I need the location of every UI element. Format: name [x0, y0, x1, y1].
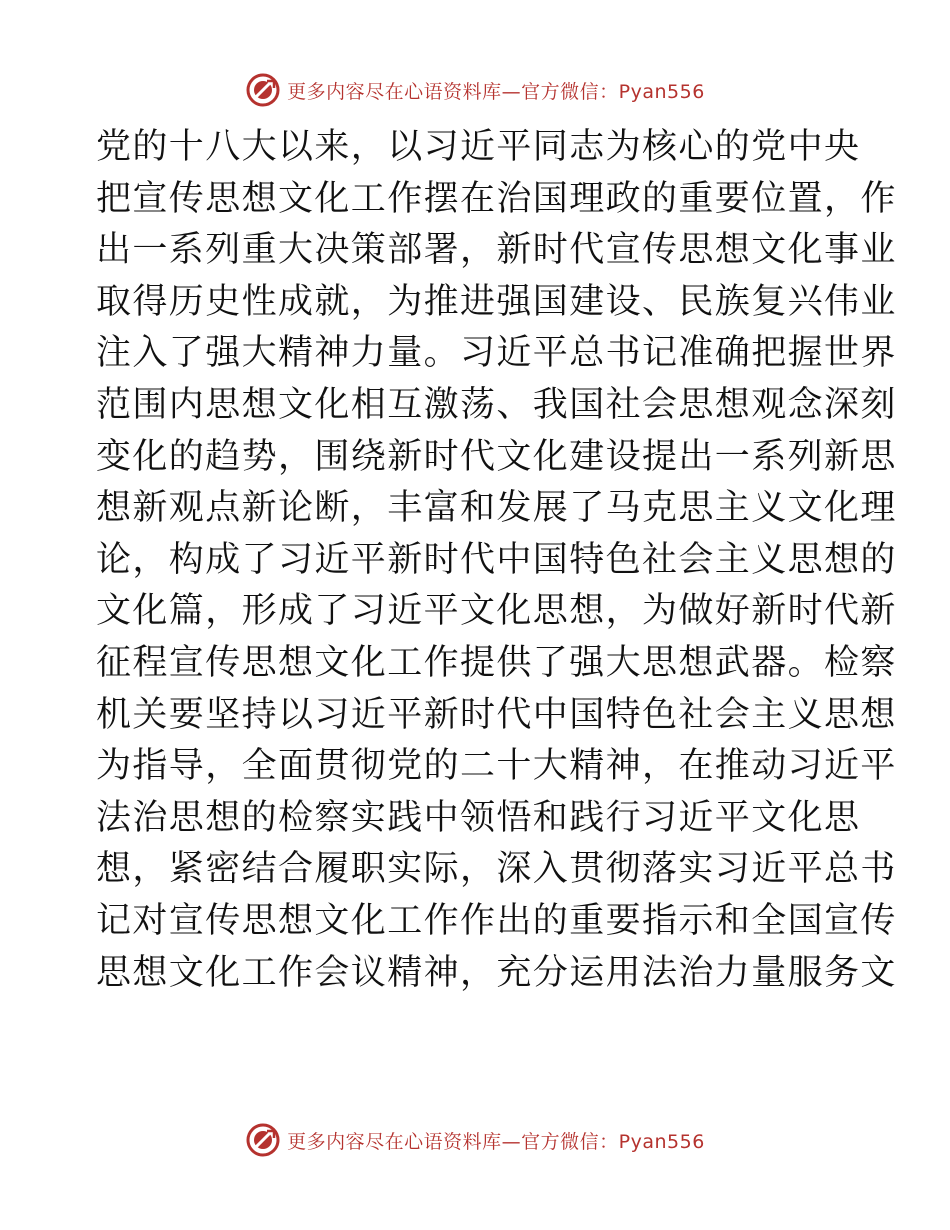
red-stamp-logo-icon: [245, 72, 281, 108]
footer-watermark: [0, 1122, 950, 1158]
text-line: 为指导，全面贯彻党的二十大精神，在推动习近平: [96, 746, 897, 787]
text-line: 取得历史性成就，为推进强国建设、民族复兴伟业: [96, 281, 897, 322]
text-line: 思想文化工作会议精神，充分运用法治力量服务文: [96, 952, 897, 993]
text-line: 想新观点新论断，丰富和发展了马克思主义文化理: [96, 488, 897, 529]
text-line: 变化的趋势，围绕新时代文化建设提出一系列新思: [96, 436, 897, 477]
red-stamp-logo-icon: [245, 1122, 281, 1158]
header-watermark: [0, 72, 950, 108]
text-line: 注入了强大精神力量。习近平总书记准确把握世界: [96, 333, 897, 374]
text-line: 想，紧密结合履职实际，深入贯彻落实习近平总书: [96, 849, 897, 890]
text-line: 征程宣传思想文化工作提供了强大思想武器。检察: [96, 642, 897, 683]
watermark-text: 更多内容尽在心语资料库—官方微信：Pyan556: [287, 80, 705, 103]
document-body: [96, 122, 897, 999]
watermark-text: 更多内容尽在心语资料库—官方微信：Pyan556: [287, 1130, 705, 1153]
text-line: 文化篇，形成了习近平文化思想，为做好新时代新: [96, 591, 897, 632]
text-line: 党的十八大以来，以习近平同志为核心的党中央: [96, 127, 861, 167]
text-line: 论，构成了习近平新时代中国特色社会主义思想的: [96, 539, 897, 580]
text-line: 范围内思想文化相互激荡、我国社会思想观念深刻: [96, 384, 897, 425]
text-line: 把宣传思想文化工作摆在治国理政的重要位置，作: [96, 178, 897, 219]
text-line: 出一系列重大决策部署，新时代宣传思想文化事业: [96, 230, 897, 271]
text-line: 法治思想的检察实践中领悟和践行习近平文化思: [96, 797, 861, 838]
text-line: 机关要坚持以习近平新时代中国特色社会主义思想: [96, 694, 897, 735]
text-line: 记对宣传思想文化工作作出的重要指示和全国宣传: [96, 900, 897, 941]
